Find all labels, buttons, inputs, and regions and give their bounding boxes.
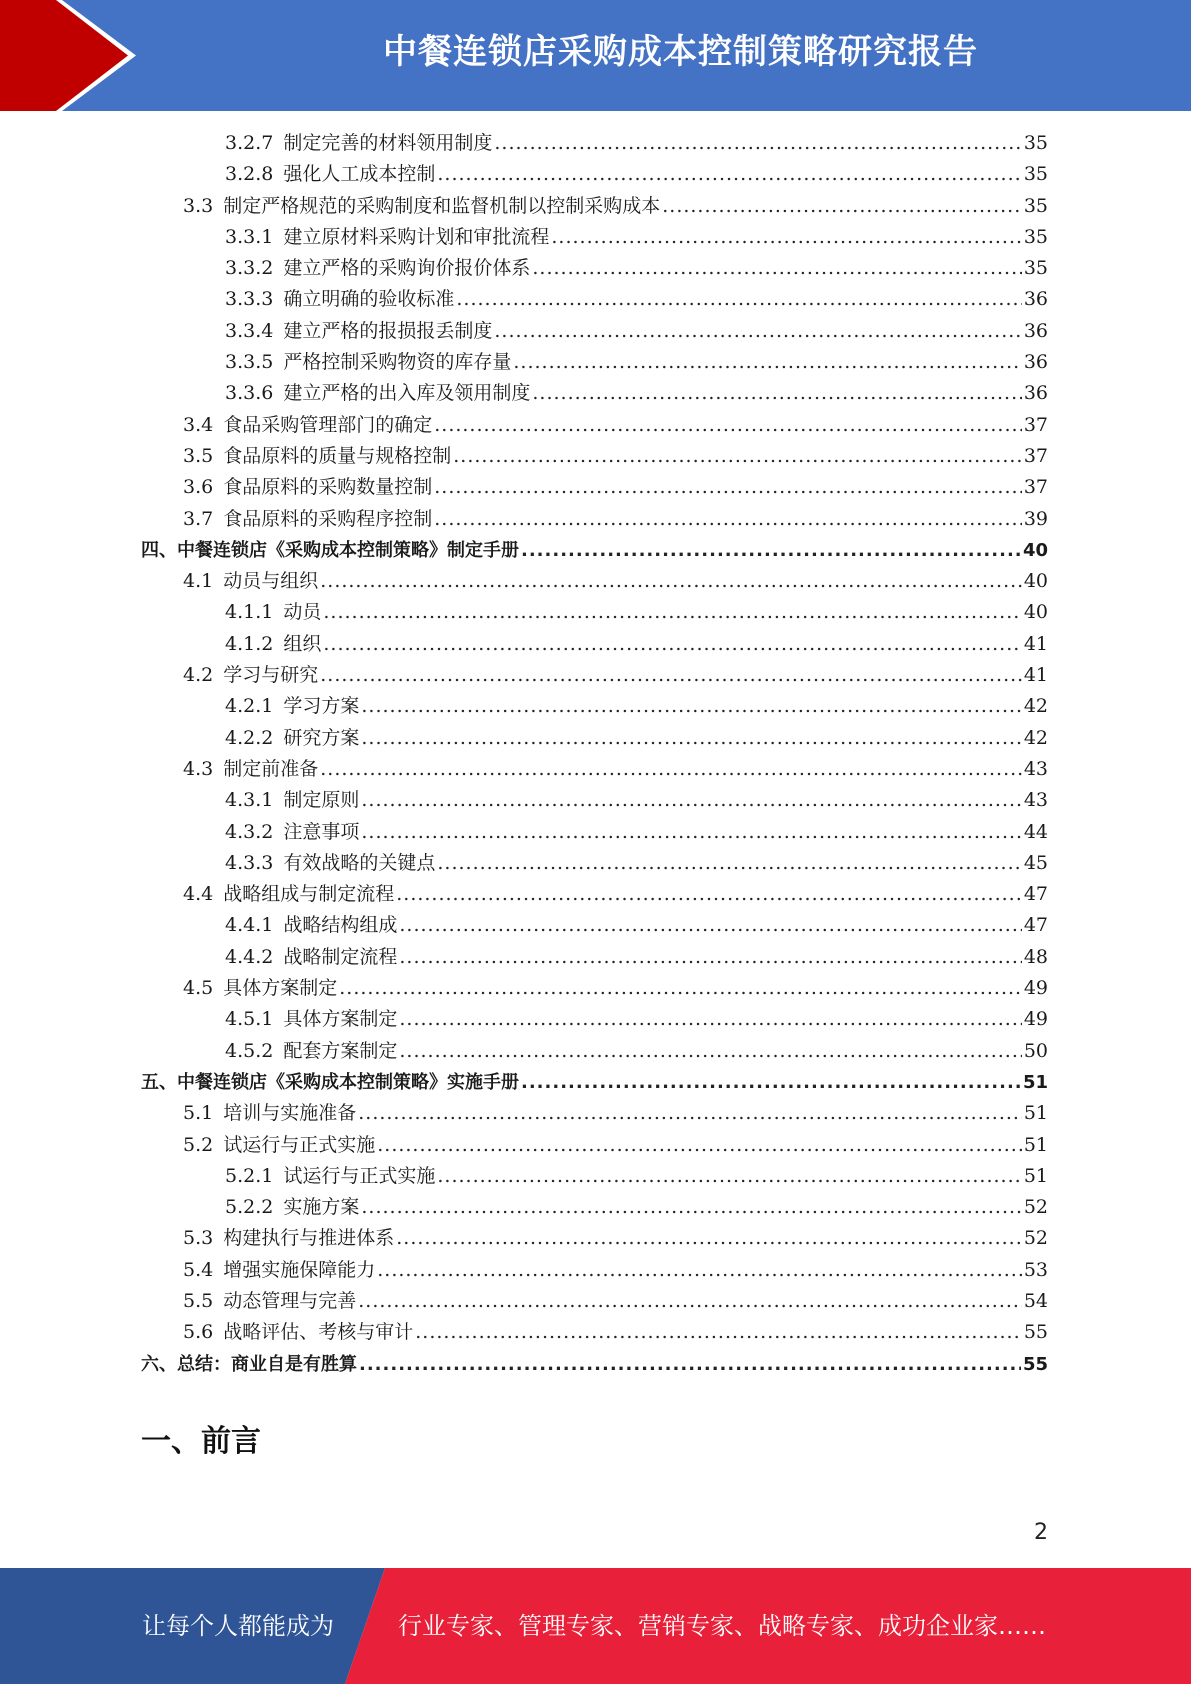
toc-entry-number: 5.2 xyxy=(183,1133,214,1156)
toc-entry-title: 建立原材料采购计划和审批流程 xyxy=(283,225,550,248)
toc-entry-number: 3.3.6 xyxy=(225,382,274,405)
toc-dot-leader xyxy=(513,347,1021,378)
toc-entry-title: 制定原则 xyxy=(283,789,360,812)
toc-entry-page: 40 xyxy=(1022,539,1048,561)
toc-entry-title: 动员 xyxy=(283,601,322,624)
toc-dot-leader xyxy=(358,1286,1022,1317)
toc-entry[interactable] xyxy=(141,347,1048,378)
toc-entry-number: 4.2 xyxy=(183,664,214,687)
toc-entry-number: 5.2.1 xyxy=(225,1164,274,1187)
toc-entry-title: 配套方案制定 xyxy=(283,1039,398,1062)
toc-entry[interactable] xyxy=(141,441,1048,472)
toc-entry-number: 3.7 xyxy=(183,507,214,530)
toc-entry-page: 35 xyxy=(1023,163,1048,186)
toc-entry-title: 食品原料的采购程序控制 xyxy=(223,507,433,530)
toc-dot-leader xyxy=(377,1130,1022,1161)
toc-entry-number: 5.4 xyxy=(183,1258,214,1281)
toc-entry-page: 35 xyxy=(1023,194,1048,217)
toc-entry-title: 动态管理与完善 xyxy=(223,1289,357,1312)
toc-entry-page: 35 xyxy=(1023,225,1048,248)
toc-entry-page: 51 xyxy=(1023,1164,1048,1187)
toc-dot-leader xyxy=(320,566,1022,597)
toc-entry[interactable] xyxy=(141,817,1048,848)
toc-entry[interactable] xyxy=(141,1098,1048,1129)
toc-entry-title: 建立严格的采购询价报价体系 xyxy=(283,257,531,280)
toc-entry[interactable] xyxy=(141,1286,1048,1317)
page-footer xyxy=(0,1568,1191,1684)
toc-entry-page: 40 xyxy=(1023,570,1048,593)
toc-entry-title: 食品采购管理部门的确定 xyxy=(223,413,433,436)
toc-dot-leader xyxy=(377,1255,1022,1286)
footer-slogan-left: 让每个人都能成为 xyxy=(142,1612,334,1640)
toc-entry-page: 42 xyxy=(1023,726,1048,749)
toc-entry-title: 具体方案制定 xyxy=(283,1008,398,1031)
toc-dot-leader xyxy=(361,723,1021,754)
toc-dot-leader xyxy=(521,535,1021,566)
toc-entry-number: 3.5 xyxy=(183,444,214,467)
toc-entry-title: 制定前准备 xyxy=(223,757,319,780)
toc-dot-leader xyxy=(361,817,1021,848)
red-arrow-decoration xyxy=(0,0,150,111)
toc-entry[interactable] xyxy=(141,723,1048,754)
toc-entry[interactable] xyxy=(141,253,1048,284)
toc-entry[interactable] xyxy=(141,1349,1048,1380)
toc-entry-page: 49 xyxy=(1023,977,1048,1000)
toc-entry-page: 36 xyxy=(1023,288,1048,311)
toc-entry[interactable] xyxy=(141,284,1048,315)
toc-entry-title: 动员与组织 xyxy=(223,570,319,593)
toc-entry-number: 4.3.1 xyxy=(225,789,274,812)
toc-dot-leader xyxy=(339,973,1022,1004)
toc-dot-leader xyxy=(320,660,1022,691)
toc-entry-number: 3.3.2 xyxy=(225,257,274,280)
toc-entry-title: 五、中餐连锁店《采购成本控制策略》实施手册 xyxy=(141,1071,519,1093)
toc-entry[interactable] xyxy=(141,1004,1048,1035)
toc-entry[interactable] xyxy=(141,754,1048,785)
toc-entry-number: 4.1 xyxy=(183,570,214,593)
toc-entry-title: 试运行与正式实施 xyxy=(283,1164,436,1187)
toc-entry-number: 4.1.2 xyxy=(225,632,274,655)
toc-dot-leader xyxy=(434,472,1022,503)
toc-entry[interactable] xyxy=(141,378,1048,409)
toc-entry[interactable] xyxy=(141,222,1048,253)
toc-entry-number: 4.5.2 xyxy=(225,1039,274,1062)
toc-dot-leader xyxy=(551,222,1021,253)
toc-entry[interactable] xyxy=(141,1255,1048,1286)
toc-entry-number: 4.2.1 xyxy=(225,695,274,718)
toc-entry-page: 47 xyxy=(1023,883,1048,906)
toc-entry-page: 53 xyxy=(1023,1258,1048,1281)
toc-entry-page: 43 xyxy=(1023,757,1048,780)
toc-entry-page: 35 xyxy=(1023,257,1048,280)
toc-entry[interactable] xyxy=(141,629,1048,660)
toc-entry[interactable] xyxy=(141,942,1048,973)
toc-entry-number: 5.6 xyxy=(183,1321,214,1344)
toc-entry-page: 55 xyxy=(1022,1353,1048,1375)
toc-entry-number: 5.5 xyxy=(183,1289,214,1312)
toc-entry-title: 四、中餐连锁店《采购成本控制策略》制定手册 xyxy=(141,539,519,561)
toc-dot-leader xyxy=(361,691,1021,722)
toc-entry-title: 战略制定流程 xyxy=(283,945,398,968)
toc-entry[interactable] xyxy=(141,910,1048,941)
toc-entry-number: 4.5.1 xyxy=(225,1008,274,1031)
toc-entry-number: 5.1 xyxy=(183,1102,214,1125)
toc-entry-page: 41 xyxy=(1023,632,1048,655)
toc-entry[interactable] xyxy=(141,1067,1048,1098)
toc-entry-number: 3.3.5 xyxy=(225,351,274,374)
toc-entry[interactable] xyxy=(141,879,1048,910)
toc-entry-title: 学习与研究 xyxy=(223,664,319,687)
toc-entry[interactable] xyxy=(141,1036,1048,1067)
toc-entry-page: 42 xyxy=(1023,695,1048,718)
toc-entry-page: 49 xyxy=(1023,1008,1048,1031)
toc-entry-title: 具体方案制定 xyxy=(223,977,338,1000)
toc-entry-page: 37 xyxy=(1023,413,1048,436)
toc-dot-leader xyxy=(361,785,1021,816)
toc-entry[interactable] xyxy=(141,566,1048,597)
toc-entry[interactable] xyxy=(141,973,1048,1004)
toc-entry[interactable] xyxy=(141,191,1048,222)
toc-entry-page: 44 xyxy=(1023,820,1048,843)
toc-entry-number: 3.3.3 xyxy=(225,288,274,311)
toc-entry-page: 51 xyxy=(1022,1071,1048,1093)
toc-dot-leader xyxy=(323,597,1021,628)
toc-dot-leader xyxy=(456,284,1021,315)
toc-dot-leader xyxy=(437,848,1021,879)
toc-entry-number: 4.4 xyxy=(183,883,214,906)
toc-entry-page: 54 xyxy=(1023,1289,1048,1312)
toc-entry-number: 3.3.4 xyxy=(225,319,274,342)
toc-dot-leader xyxy=(434,410,1022,441)
toc-dot-leader xyxy=(532,378,1021,409)
toc-dot-leader xyxy=(396,879,1022,910)
toc-entry-page: 36 xyxy=(1023,351,1048,374)
toc-entry[interactable] xyxy=(141,128,1048,159)
toc-entry[interactable] xyxy=(141,410,1048,441)
toc-dot-leader xyxy=(437,1161,1021,1192)
table-of-contents xyxy=(141,128,1048,1380)
toc-entry-number: 4.3.2 xyxy=(225,820,274,843)
toc-entry[interactable] xyxy=(141,660,1048,691)
toc-entry-number: 3.4 xyxy=(183,413,214,436)
toc-entry-page: 39 xyxy=(1023,507,1048,530)
toc-entry-title: 建立严格的报损报丢制度 xyxy=(283,319,493,342)
toc-entry-number: 3.3.1 xyxy=(225,225,274,248)
toc-entry-title: 强化人工成本控制 xyxy=(283,163,436,186)
toc-entry-number: 3.2.7 xyxy=(225,132,274,154)
toc-dot-leader xyxy=(399,1004,1021,1035)
toc-entry-page: 43 xyxy=(1023,789,1048,812)
toc-entry-number: 3.6 xyxy=(183,476,214,499)
toc-entry-page: 45 xyxy=(1023,851,1048,874)
toc-dot-leader xyxy=(399,942,1021,973)
toc-dot-leader xyxy=(323,629,1021,660)
toc-entry-number: 4.1.1 xyxy=(225,601,274,624)
toc-entry[interactable] xyxy=(141,691,1048,722)
toc-entry-title: 注意事项 xyxy=(283,820,360,843)
toc-dot-leader xyxy=(494,128,1021,159)
toc-entry-page: 36 xyxy=(1023,319,1048,342)
toc-entry-title: 制定完善的材料领用制度 xyxy=(283,132,493,154)
toc-dot-leader xyxy=(532,253,1021,284)
toc-dot-leader xyxy=(494,316,1021,347)
toc-entry-title: 严格控制采购物资的库存量 xyxy=(283,351,512,374)
toc-dot-leader xyxy=(358,1098,1022,1129)
toc-dot-leader xyxy=(320,754,1022,785)
toc-entry-title: 研究方案 xyxy=(283,726,360,749)
toc-entry-title: 增强实施保障能力 xyxy=(223,1258,376,1281)
toc-entry-page: 51 xyxy=(1023,1133,1048,1156)
toc-entry-title: 战略评估、考核与审计 xyxy=(223,1321,414,1344)
toc-entry[interactable] xyxy=(141,1223,1048,1254)
toc-entry-title: 学习方案 xyxy=(283,695,360,718)
toc-entry-title: 构建执行与推进体系 xyxy=(223,1227,395,1250)
toc-dot-leader xyxy=(453,441,1022,472)
toc-dot-leader xyxy=(396,1223,1022,1254)
toc-entry[interactable] xyxy=(141,597,1048,628)
toc-entry-number: 5.3 xyxy=(183,1227,214,1250)
toc-entry-title: 战略结构组成 xyxy=(283,914,398,937)
toc-dot-leader xyxy=(415,1317,1022,1348)
toc-entry-page: 55 xyxy=(1023,1321,1048,1344)
toc-entry[interactable] xyxy=(141,1192,1048,1223)
toc-entry-title: 制定严格规范的采购制度和监督机制以控制采购成本 xyxy=(223,194,661,217)
toc-entry-number: 4.3 xyxy=(183,757,214,780)
toc-entry-page: 37 xyxy=(1023,476,1048,499)
toc-entry-title: 六、总结：商业自是有胜算 xyxy=(141,1353,357,1375)
toc-entry-title: 确立明确的验收标准 xyxy=(283,288,455,311)
toc-entry-page: 37 xyxy=(1023,444,1048,467)
toc-entry[interactable] xyxy=(141,785,1048,816)
toc-entry-page: 52 xyxy=(1023,1227,1048,1250)
toc-entry-number: 4.2.2 xyxy=(225,726,274,749)
toc-entry[interactable] xyxy=(141,1317,1048,1348)
toc-entry-page: 52 xyxy=(1023,1196,1048,1219)
toc-entry-page: 47 xyxy=(1023,914,1048,937)
toc-dot-leader xyxy=(662,191,1022,222)
toc-entry[interactable] xyxy=(141,504,1048,535)
toc-entry-number: 4.4.2 xyxy=(225,945,274,968)
toc-entry[interactable] xyxy=(141,472,1048,503)
toc-entry-number: 4.3.3 xyxy=(225,851,274,874)
toc-entry-number: 5.2.2 xyxy=(225,1196,274,1219)
toc-entry-page: 48 xyxy=(1023,945,1048,968)
section-heading: 一、前言 xyxy=(141,1424,261,1459)
document-title: 中餐连锁店采购成本控制策略研究报告 xyxy=(383,32,978,72)
page-header xyxy=(0,0,1191,111)
toc-entry-title: 有效战略的关键点 xyxy=(283,851,436,874)
toc-entry-title: 食品原料的质量与规格控制 xyxy=(223,444,452,467)
toc-entry-title: 培训与实施准备 xyxy=(223,1102,357,1125)
toc-entry-page: 36 xyxy=(1023,382,1048,405)
toc-dot-leader xyxy=(521,1067,1021,1098)
toc-entry[interactable] xyxy=(141,316,1048,347)
toc-dot-leader xyxy=(399,1036,1021,1067)
toc-entry[interactable] xyxy=(141,848,1048,879)
toc-dot-leader xyxy=(437,159,1021,190)
toc-entry[interactable] xyxy=(141,159,1048,190)
toc-entry-page: 51 xyxy=(1023,1102,1048,1125)
footer-slogan-right: 行业专家、管理专家、营销专家、战略专家、成功企业家…… xyxy=(398,1612,1046,1640)
toc-entry-number: 4.4.1 xyxy=(225,914,274,937)
toc-entry[interactable] xyxy=(141,1130,1048,1161)
toc-entry-title: 试运行与正式实施 xyxy=(223,1133,376,1156)
toc-entry-page: 35 xyxy=(1023,132,1048,154)
toc-entry-title: 实施方案 xyxy=(283,1196,360,1219)
toc-entry-number: 4.5 xyxy=(183,977,214,1000)
toc-entry-number: 3.2.8 xyxy=(225,163,274,186)
toc-entry-number: 3.3 xyxy=(183,194,214,217)
toc-entry-title: 食品原料的采购数量控制 xyxy=(223,476,433,499)
toc-entry-page: 50 xyxy=(1023,1039,1048,1062)
toc-dot-leader xyxy=(434,504,1022,535)
toc-entry-page: 41 xyxy=(1023,664,1048,687)
toc-entry-title: 战略组成与制定流程 xyxy=(223,883,395,906)
page-number: 2 xyxy=(1034,1520,1048,1545)
toc-entry-title: 建立严格的出入库及领用制度 xyxy=(283,382,531,405)
toc-entry[interactable] xyxy=(141,1161,1048,1192)
toc-entry-page: 40 xyxy=(1023,601,1048,624)
toc-dot-leader xyxy=(359,1349,1021,1380)
toc-dot-leader xyxy=(361,1192,1021,1223)
toc-dot-leader xyxy=(399,910,1021,941)
toc-entry[interactable] xyxy=(141,535,1048,566)
toc-entry-title: 组织 xyxy=(283,632,322,655)
